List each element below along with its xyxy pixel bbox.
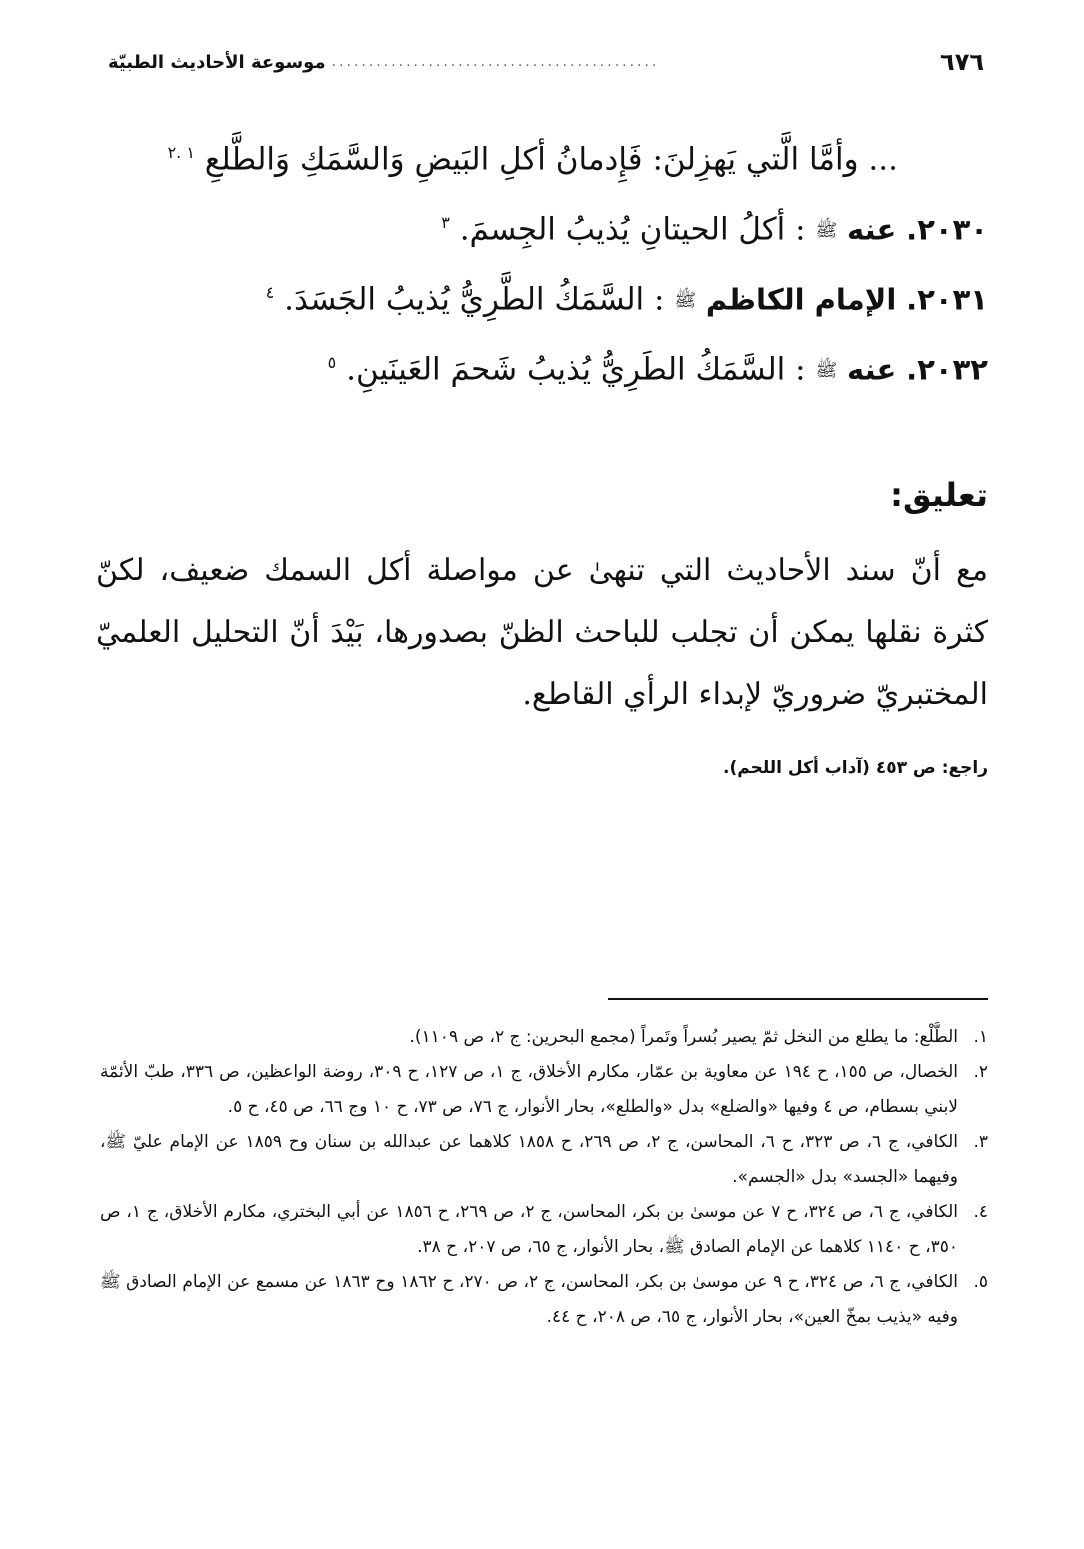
hadith-text: : أكلُ الحيتانِ يُذيبُ الجِسمَ. (459, 211, 806, 248)
footnote-4 (100, 1195, 988, 1265)
footnote-text: الخصال، ص ١٥٥، ح ١٩٤ عن معاوية بن عمّار، مكارم الأخلاق، ج ١، ص ١٢٧، ح ٣٠٩، روضة الواعظين، ص ٣٣٦، طبّ الأئمّة لابني بسطام، ص ٤ وفيها «والضلع» بدل «والطلع»، بحار الأنوار، ج ٧٦، ص ٧٣، ح ١٠ وج ٦٦، ص ٤٥، ح ٥. (100, 1062, 958, 1117)
footnote-number: ٢. (973, 1062, 988, 1082)
hadith-intro (96, 118, 988, 188)
running-title-text: موسوعة الأحاديث الطبيّة (108, 51, 326, 73)
footnote-ref: ٣ (441, 213, 450, 232)
hadith-intro-text: ... وأمَّا الَّتي يَهزِلنَ: فَإِدمانُ أكلِ البَيضِ وَالسَّمَكِ وَالطَّلعِ (204, 141, 898, 178)
footnote-5 (100, 1265, 988, 1335)
footnote-text: الكافي، ج ٦، ص ٣٢٤، ح ٧ عن موسىٰ بن بكر، المحاسن، ج ٢، ص ٢٦٩، ح ١٨٥٦ عن أبي البختري، مكارم الأخلاق، ج ١، ص ٣٥٠، ح ١١٤٠ كلاهما عن الإمام الصادق ﷺ، بحار الأنوار، ج ٦٥، ص ٢٠٧، ح ٣٨. (100, 1202, 958, 1257)
honorific-symbol: ﷺ (815, 359, 838, 381)
footnotes (100, 1020, 988, 1335)
see-also-reference: راجع: ص ٤٥٣ (آداب أكل اللحم). (723, 758, 988, 778)
commentary-heading: تعليق: (890, 476, 988, 514)
hadith-number: ٢٠٣١. (906, 282, 988, 317)
hadith-2032 (96, 328, 988, 398)
hadith-speaker: الإمام الكاظم (705, 282, 897, 317)
footnote-ref: ١ .٢ (167, 143, 195, 162)
footnote-text: الكافي، ج ٦، ص ٣٢٣، ح ٦، المحاسن، ج ٢، ص ٢٦٩، ح ١٨٥٨ كلاهما عن عبدالله بن سنان وح ١٨٥٩ عن الإمام عليّ ﷺ، وفيهما «الجسد» بدل «الجسم». (100, 1132, 958, 1187)
hadith-2030 (96, 188, 988, 258)
footnote-divider (608, 998, 988, 1000)
hadith-speaker: عنه (847, 352, 897, 387)
footnote-text: الطَّلْع: ما يطلع من النخل ثمّ يصير بُسراً وتَمراً (مجمع البحرين: ج ٢، ص ١١٠٩). (409, 1027, 958, 1047)
footnote-3 (100, 1125, 988, 1195)
honorific-symbol: ﷺ (674, 289, 697, 311)
footnote-1 (100, 1020, 988, 1055)
honorific-symbol: ﷺ (815, 219, 838, 241)
footnote-text: الكافي، ج ٦، ص ٣٢٤، ح ٩ عن موسىٰ بن بكر، المحاسن، ج ٢، ص ٢٧٠، ح ١٨٦٢ وح ١٨٦٣ عن مسمع عن الإمام الصادق ﷺ وفيه «يذيب بمخّ العين»، بحار الأنوار، ج ٦٥، ص ٢٠٨، ح ٤٤. (100, 1272, 959, 1327)
commentary-body: مع أنّ سند الأحاديث التي تنهىٰ عن مواصلة أكل السمك ضعيف، لكنّ كثرة نقلها يمكن أن تجلب للباحث الظنّ بصدورها، بَيْدَ أنّ التحليل العلميّ المختبريّ ضروريّ لإبداء الرأي القاطع. (96, 553, 988, 712)
hadith-2031 (96, 258, 988, 328)
hadith-text: : السَّمَكُ الطَرِيُّ يُذيبُ شَحمَ العَينَينِ. (346, 351, 806, 388)
leader-dots: ............................................ (331, 54, 660, 70)
hadith-number: ٢٠٣٢. (906, 352, 988, 387)
page-number: ٦٧٦ (940, 48, 984, 76)
hadith-number: ٢٠٣٠. (906, 212, 988, 247)
footnote-ref: ٤ (265, 283, 275, 302)
footnote-number: ٤. (973, 1202, 988, 1222)
footnote-ref: ٥ (327, 353, 337, 372)
footnote-number: ١. (973, 1027, 988, 1047)
footnote-2 (100, 1055, 988, 1125)
footnote-number: ٣. (973, 1132, 988, 1152)
hadith-text: : السَّمَكُ الطَّرِيُّ يُذيبُ الجَسَدَ. (284, 281, 665, 318)
hadith-speaker: عنه (847, 212, 897, 247)
hadith-list (96, 118, 988, 398)
running-title (108, 52, 659, 73)
footnote-number: ٥. (973, 1272, 988, 1292)
page-header (108, 42, 984, 82)
